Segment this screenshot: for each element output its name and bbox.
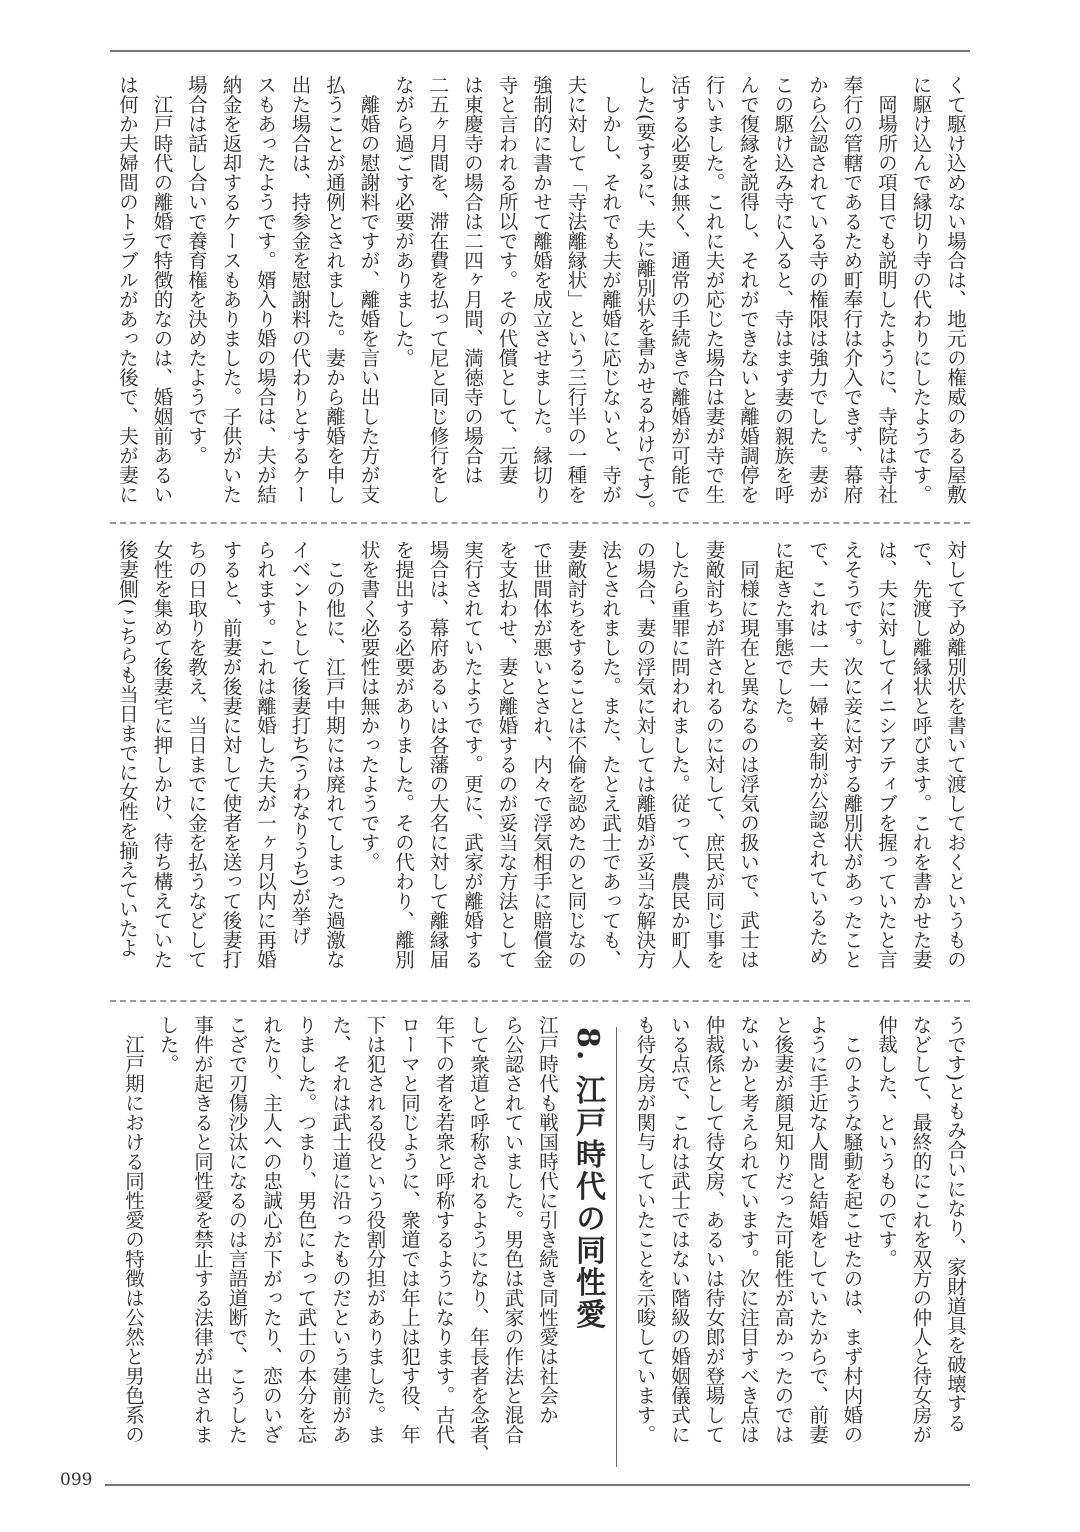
text-column: して衆道と呼称されるようになり、年長者を念者、 (467, 1015, 490, 1464)
text-column: 夫に対して「寺法離縁状」という三行半の一種を (564, 75, 588, 504)
text-column: くて駆け込めない場合は、地元の権威のある屋敷 (944, 75, 967, 504)
text-column: 妻敵討ちが許されるのに対して、庶民が同じ事を (702, 540, 726, 969)
text-column: られます。これは離婚した夫が一ヶ月以内に再婚 (254, 540, 277, 969)
text-column: も待女房が関与していたことを示唆しています。 (633, 1015, 657, 1444)
section-heading: 8. 江戸時代の同性愛 (570, 1027, 605, 1331)
text-column: と後妻が顔見知りだった可能性が高かったのでは (771, 1015, 795, 1444)
text-column: した。 (156, 1015, 180, 1074)
text-column: れたり、主人への忠誠心が下がったり、恋のいざ (260, 1015, 283, 1444)
text-column: ないかと考えられています。次に注目すべき点は (737, 1015, 760, 1444)
text-column: いる点で、これは武士ではない階級の婚姻儀式に (668, 1015, 691, 1444)
text-column: 後妻側(こちらも当日までに女性を揃えていたよ (116, 540, 139, 958)
text-column: えそうです。次に妾に対する離別状があったこと (840, 540, 864, 969)
text-column: 対して予め離別状を書いて渡しておくというもの (944, 540, 967, 969)
text-column: 同様に現在と異なるのは浮気の扱いで、武士は (737, 540, 760, 969)
text-column: 年下の者を若衆と呼称するようになります。古代 (432, 1015, 456, 1444)
text-column: この他に、江戸中期には廃れてしまった過激な (323, 540, 346, 969)
text-column: 下は犯される役という役割分担がありました。ま (363, 1015, 387, 1444)
text-column: 仲裁係として待女房、あるいは待女郎が登場して (702, 1015, 726, 1444)
heading-rule (616, 1027, 617, 1467)
text-column: に起きた事態でした。 (771, 540, 795, 735)
text-column: を提出する必要がありました。その代わり、離別 (392, 540, 415, 969)
body-after-heading (116, 1015, 565, 1464)
text-column: 岡場所の項目でも説明したように、寺院は寺社 (875, 75, 898, 504)
text-column: 場合は、幕府あるいは各藩の大名に対して離縁届 (426, 540, 450, 969)
text-column: 江戸時代の離婚で特徴的なのは、婚姻前あるい (150, 75, 174, 504)
text-column: ローマと同じように、衆道では年上は犯す役、年 (398, 1015, 421, 1444)
text-column: 離婚の慰謝料ですが、離婚を言い出した方が支 (357, 75, 381, 504)
text-column: 納金を返却するケースもありました。子供がいた (219, 75, 243, 504)
text-column: 奉行の管轄であるため町奉行は介入できず、幕府 (840, 75, 864, 504)
text-column: などして、最終的にこれを双方の仲人と待女房が (909, 1015, 933, 1444)
text-column: スもあったようです。婿入り婚の場合は、夫が結 (254, 75, 277, 504)
text-column: 江戸時代も戦国時代に引き続き同性愛は社会か (536, 1015, 559, 1425)
text-column: 妻敵討ちをすることは不倫を認めたのと同じなの (564, 540, 588, 969)
text-column: すると、前妻が後妻に対して使者を送って後妻打 (219, 540, 243, 969)
text-column: で、これは一夫一婦+妾制が公認されているため (806, 540, 829, 966)
text-column: は東慶寺の場合は二四ヶ月間、満徳寺の場合は (461, 75, 484, 485)
text-column: で世間体が悪いとされ、内々で浮気相手に賠償金 (530, 540, 553, 969)
text-column: この駆け込み寺に入ると、寺はまず妻の親族を呼 (771, 75, 795, 504)
text-tier-top (110, 75, 972, 520)
text-column: 状を書く必要性は無かったようです。 (357, 540, 381, 872)
text-column: から公認されている寺の権限は強力でした。妻が (806, 75, 829, 504)
text-column: 払うことが通例とされました。妻から離婚を申し (323, 75, 346, 504)
text-column: 二五ヶ月間を、滞在費を払って尼と同じ修行をし (426, 75, 450, 504)
text-column: は、夫に対してイニシアティブを握っていたと言 (875, 540, 898, 969)
text-column: このような騒動を起こせたのは、まず村内婚の (840, 1015, 864, 1444)
tier-divider (110, 522, 970, 524)
text-column: ら公認されていました。男色は武家の作法と混合 (501, 1015, 525, 1444)
text-column: に駆け込んで縁切り寺の代わりにしたようです。 (909, 75, 933, 504)
text-column: の場合、妻の浮気に対しては離婚が妥当な解決方 (633, 540, 657, 969)
text-column: 女性を集めて後妻宅に押しかけ、待ち構えていた (150, 540, 174, 969)
text-column: ながら過ごす必要がありました。 (392, 75, 415, 368)
text-column: 寺と言われる所以です。その代償として、元妻 (495, 75, 519, 485)
text-column: イベントとして後妻打ち(うわなりうち)が挙げ (288, 540, 312, 946)
tier-divider (110, 1000, 970, 1002)
text-column: 場合は話し合いで養育権を決めたようです。 (185, 75, 208, 465)
top-rule (110, 50, 970, 52)
text-column: 仲裁した、というものです。 (875, 1015, 898, 1269)
text-column: ように手近な人間と結婚をしていたからで、前妻 (806, 1015, 829, 1444)
text-column: こざで刃傷沙汰になるのは言語道断で、こうした (225, 1015, 249, 1444)
body-before-heading (627, 1015, 972, 1460)
text-column: 行いました。これに夫が応じた場合は妻が寺で生 (702, 75, 726, 504)
text-column: ちの日取りを教え、当日までに金を払うなどして (185, 540, 208, 969)
text-column: したら重罪に問われました。従って、農民か町人 (668, 540, 691, 969)
text-column: 江戸期における同性愛の特徴は公然と男色系の (122, 1015, 145, 1444)
text-column: しかし、それでも夫が離婚に応じないと、寺が (599, 75, 622, 504)
text-column: うです)ともみ合いになり、家財道具を破壊する (944, 1015, 967, 1433)
page-number: 099 (60, 1470, 93, 1490)
bottom-rule (105, 1484, 970, 1486)
text-column: 活する必要は無く、通常の手続きで離婚が可能で (668, 75, 691, 504)
text-column: た、それは武士道に沿ったものだという建前があ (329, 1015, 352, 1444)
text-column: 法とされました。また、たとえ武士であっても、 (599, 540, 622, 969)
text-column: 出た場合は、持参金を慰謝料の代わりとするケー (288, 75, 312, 504)
text-column: を支払わせ、妻と離婚するのが妥当な方法として (495, 540, 519, 969)
text-tier-middle (110, 540, 972, 985)
text-column: 強制的に書かせて離婚を成立させました。縁切り (530, 75, 553, 504)
text-column: 事件が起きると同性愛を禁止する法律が出されま (191, 1015, 214, 1444)
text-column: で、先渡し離縁状と呼びます。これを書かせた妻 (909, 540, 933, 969)
text-tier-bottom (110, 1015, 972, 1464)
text-column: 実行されていたようです。更に、武家が離婚する (461, 540, 484, 969)
text-column: した(要するに、夫に離別状を書かせるわけです)。 (633, 75, 657, 520)
text-column: は何か夫婦間のトラブルがあった後で、夫が妻に (116, 75, 139, 504)
text-column: りました。つまり、男色によって武士の本分を忘 (294, 1015, 318, 1444)
text-column: んで復縁を説得し、それができないと離婚調停を (737, 75, 760, 504)
